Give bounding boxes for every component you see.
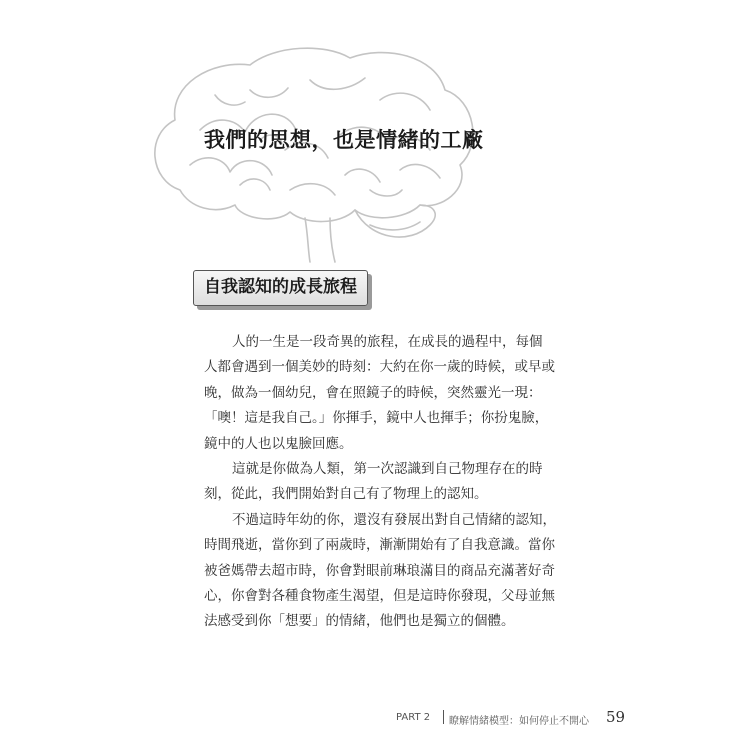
page-footer xyxy=(0,707,750,731)
body-line: 人都會遇到一個美妙的時刻：大約在你一歲的時候，或早或 xyxy=(204,359,555,376)
section-title: 自我認知的成長旅程 xyxy=(204,277,357,297)
body-line: 時間飛逝，當你到了兩歲時，漸漸開始有了自我意識。當你 xyxy=(204,537,555,554)
footer-part-label: PART 2 xyxy=(396,712,431,723)
body-line: 這就是你做為人類，第一次認識到自己物理存在的時 xyxy=(232,460,543,477)
body-line: 被爸媽帶去超市時，你會對眼前琳琅滿目的商品充滿著好奇 xyxy=(204,562,555,579)
chapter-title: 我們的思想，也是情緒的工廠 xyxy=(204,128,484,152)
body-text xyxy=(204,330,556,635)
body-line: 鏡中的人也以鬼臉回應。 xyxy=(204,435,353,452)
body-line: 心，你會對各種食物產生渴望，但是這時你發現，父母並無 xyxy=(204,587,555,604)
section-title-box xyxy=(193,270,368,306)
body-line: 法感受到你「想要」的情緒，他們也是獨立的個體。 xyxy=(204,613,515,630)
body-line: 「噢！這是我自己。」你揮手，鏡中人也揮手；你扮鬼臉， xyxy=(204,410,549,427)
body-line: 刻，從此，我們開始對自己有了物理上的認知。 xyxy=(204,486,488,503)
body-line: 晚，做為一個幼兒，會在照鏡子的時候，突然靈光一現： xyxy=(204,384,542,401)
footer-part-title: 瞭解情緒模型：如何停止不開心 xyxy=(449,716,589,727)
body-line: 人的一生是一段奇異的旅程，在成長的過程中，每個 xyxy=(232,334,543,350)
page-number: 59 xyxy=(606,708,626,726)
footer-separator xyxy=(443,710,444,724)
body-line: 不過這時年幼的你，還沒有發展出對自己情緒的認知， xyxy=(232,511,556,528)
